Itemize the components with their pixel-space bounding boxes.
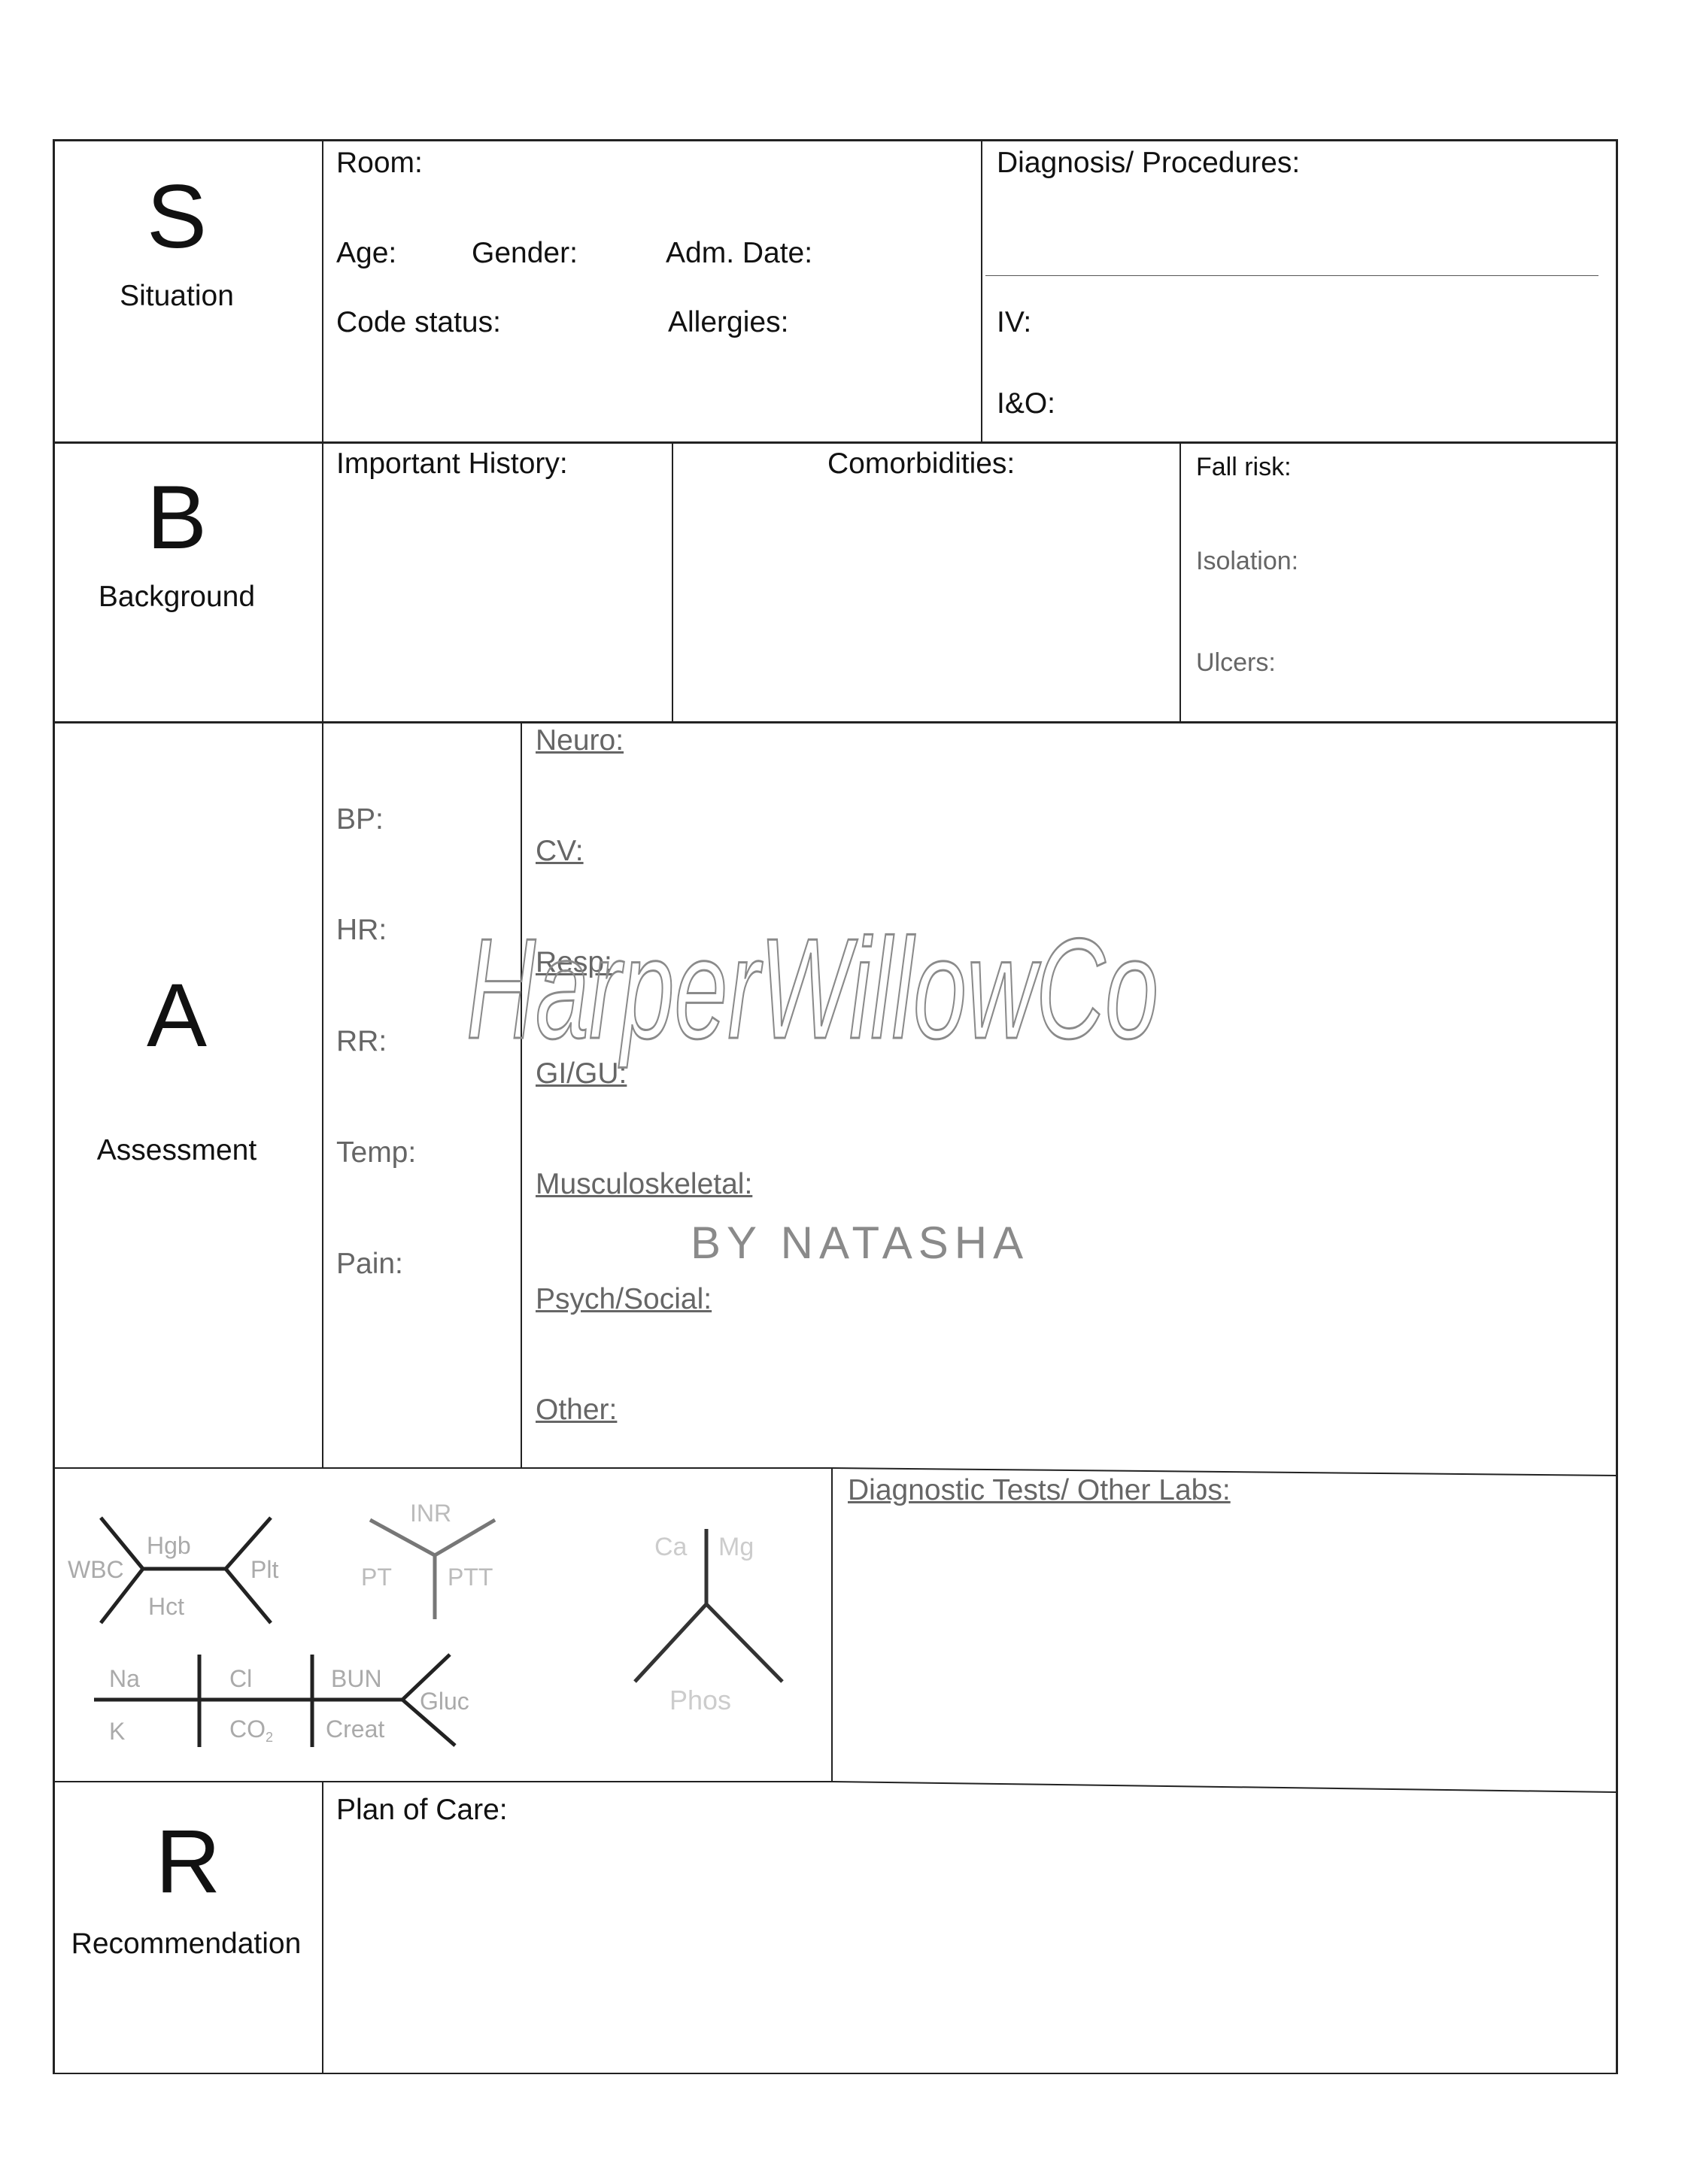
cbc-wbc: WBC (68, 1556, 124, 1583)
io-field[interactable]: I&O: (997, 387, 1056, 420)
watermark-script: HarperWillowCo (466, 910, 1158, 1069)
allergies-field[interactable]: Allergies: (668, 306, 789, 338)
code-status-field[interactable]: Code status: (336, 306, 501, 338)
cbc-hct: Hct (148, 1593, 184, 1620)
system-psych-social[interactable]: Psych/Social: (536, 1283, 712, 1315)
ulcers-field[interactable]: Ulcers: (1196, 648, 1276, 677)
background-letter: B (146, 467, 208, 568)
room-field[interactable]: Room: (336, 147, 423, 179)
coag-pt: PT (361, 1564, 392, 1591)
vital-rr[interactable]: RR: (336, 1025, 387, 1057)
recommendation-letter: R (155, 1811, 221, 1912)
coag-ptt: PTT (448, 1564, 493, 1591)
lytes-ca: Ca (654, 1533, 688, 1561)
age-field[interactable]: Age: (336, 237, 397, 269)
diagnostic-tests-field[interactable]: Diagnostic Tests/ Other Labs: (848, 1474, 1231, 1506)
lytes-mg: Mg (718, 1533, 754, 1561)
comorbidities-field[interactable]: Comorbidities: (827, 447, 1016, 480)
watermark-byline: BY NATASHA (691, 1218, 1030, 1268)
vital-pain[interactable]: Pain: (336, 1248, 403, 1280)
system-resp[interactable]: Resp: (536, 946, 612, 978)
gender-field[interactable]: Gender: (472, 237, 578, 269)
system-other[interactable]: Other: (536, 1394, 618, 1426)
cbc-plt: Plt (250, 1556, 279, 1583)
background-label: Background (98, 581, 256, 613)
assessment-letter: A (146, 965, 208, 1066)
bmp-creat: Creat (326, 1715, 385, 1743)
bmp-skeleton (94, 1655, 455, 1747)
watermark (451, 910, 1173, 1286)
bmp-co2: CO2 (229, 1715, 274, 1745)
fall-risk-field[interactable]: Fall risk: (1196, 453, 1292, 481)
adm-date-field[interactable]: Adm. Date: (666, 237, 813, 269)
system-musculoskeletal[interactable]: Musculoskeletal: (536, 1168, 753, 1200)
bmp-gluc: Gluc (420, 1688, 469, 1715)
system-cv[interactable]: CV: (536, 835, 584, 867)
assessment-label: Assessment (96, 1134, 257, 1166)
vital-temp[interactable]: Temp: (336, 1136, 417, 1169)
system-neuro[interactable]: Neuro: (536, 724, 624, 757)
lab-skeletons (53, 1469, 831, 1781)
bmp-na: Na (109, 1665, 140, 1692)
bmp-bun: BUN (331, 1665, 382, 1692)
plan-of-care-field[interactable]: Plan of Care: (336, 1794, 508, 1826)
vital-bp[interactable]: BP: (336, 803, 384, 836)
situation-label: Situation (120, 280, 234, 312)
iv-field[interactable]: IV: (997, 306, 1032, 338)
situation-letter: S (146, 166, 208, 267)
history-field[interactable]: Important History: (336, 447, 568, 480)
recommendation-label: Recommendation (71, 1928, 302, 1960)
vital-hr[interactable]: HR: (336, 914, 387, 946)
lytes-phos: Phos (669, 1685, 732, 1715)
diagnosis-field[interactable]: Diagnosis/ Procedures: (997, 147, 1301, 179)
isolation-field[interactable]: Isolation: (1196, 547, 1299, 575)
bmp-cl: Cl (229, 1665, 253, 1692)
system-gigu[interactable]: GI/GU: (536, 1057, 627, 1090)
cbc-hgb: Hgb (147, 1532, 191, 1559)
bmp-k: K (109, 1718, 126, 1745)
coag-inr: INR (410, 1500, 452, 1527)
